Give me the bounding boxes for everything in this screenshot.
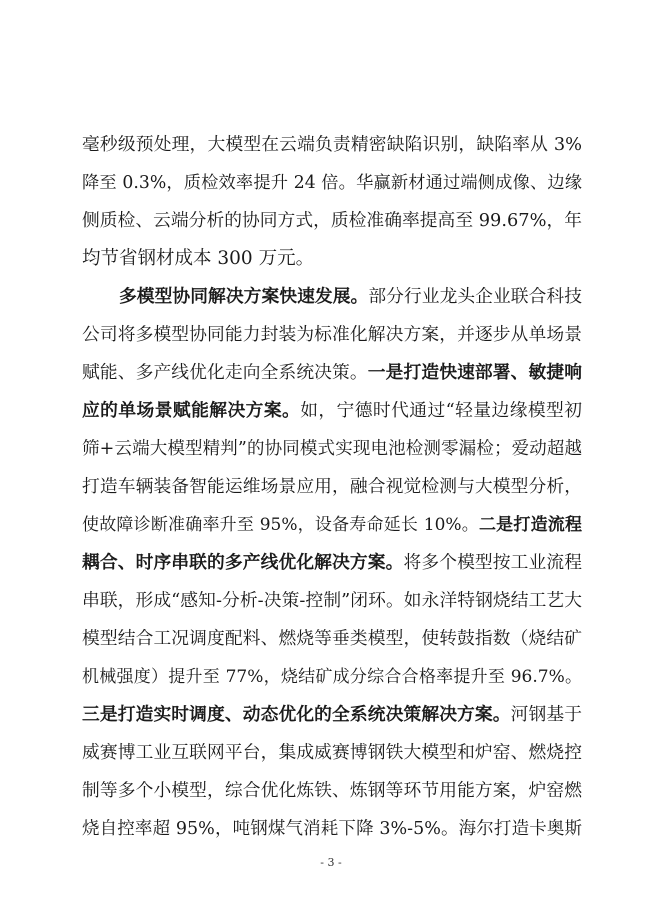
text-line	[82, 658, 582, 696]
text-line	[82, 354, 582, 392]
text-line	[82, 468, 582, 506]
bold-heading-phrase: 二是打造流程	[478, 515, 582, 535]
text-line	[82, 582, 582, 620]
bold-heading-phrase: 耦合、时序串联的多产线优化解决方案。	[82, 552, 404, 573]
text-segment: 机械强度）提升至 77%，烧结矿成分综合合格率提升至 96.7%。	[82, 667, 582, 687]
text-segment: 侧质检、云端分析的协同方式，质检准确率提高至 99.67%，年	[82, 211, 582, 231]
text-segment: 将多个模型按工业流程	[403, 553, 582, 573]
text-line	[82, 772, 582, 810]
bold-heading-phrase: 应的单场景赋能解决方案。	[82, 400, 301, 421]
text-line	[82, 544, 582, 582]
text-segment: 威赛博工业互联网平台，集成威赛博钢铁大模型和炉窑、燃烧控	[82, 743, 582, 763]
text-segment: 制等多个小模型，综合优化炼铁、炼钢等环节用能方案，炉窑燃	[82, 781, 582, 801]
text-line	[82, 506, 582, 544]
paragraph-start-line	[82, 278, 582, 316]
text-line	[82, 734, 582, 772]
text-segment: 模型结合工况调度配料、燃烧等垂类模型，使转鼓指数（烧结矿	[82, 629, 582, 649]
text-line	[82, 620, 582, 658]
text-segment: 赋能、多产线优化走向全系统决策。	[82, 363, 368, 383]
text-line	[82, 164, 582, 202]
body-text	[82, 126, 582, 848]
text-segment: 烧自控率超 95%，吨钢煤气消耗下降 3%-5%。海尔打造卡奥斯	[82, 819, 582, 839]
text-line	[82, 240, 582, 278]
bold-heading-phrase: 多模型协同解决方案快速发展。	[119, 286, 369, 307]
text-segment: 均节省钢材成本 300 万元。	[82, 248, 315, 269]
page-number: - 3 -	[320, 856, 342, 869]
text-segment: 打造车辆装备智能运维场景应用，融合视觉检测与大模型分析，	[82, 477, 582, 497]
text-line	[82, 316, 582, 354]
text-segment: 如，宁德时代通过“轻量边缘模型初	[300, 401, 582, 421]
text-segment: 串联，形成“感知-分析-决策-控制”闭环。如永洋特钢烧结工艺大	[82, 591, 582, 611]
text-segment: 筛+云端大模型精判”的协同模式实现电池检测零漏检；爱动超越	[82, 439, 582, 459]
text-segment: 降至 0.3%，质检效率提升 24 倍。华赢新材通过端侧成像、边缘	[82, 173, 582, 193]
text-segment: 河钢基于	[510, 705, 582, 725]
text-line	[82, 202, 582, 240]
bold-heading-phrase: 一是打造快速部署、敏捷响	[367, 362, 582, 383]
text-line	[82, 696, 582, 734]
text-segment: 部分行业龙头企业联合科技	[368, 287, 582, 307]
text-segment: 使故障诊断准确率升至 95%，设备寿命延长 10%。	[82, 515, 479, 535]
text-segment: 公司将多模型协同能力封装为标准化解决方案，并逐步从单场景	[82, 325, 582, 345]
text-line	[82, 126, 582, 164]
text-line	[82, 392, 582, 430]
text-segment: 毫秒级预处理，大模型在云端负责精密缺陷识别，缺陷率从 3%	[82, 135, 582, 155]
text-line	[82, 810, 582, 848]
text-line	[82, 430, 582, 468]
bold-heading-phrase: 三是打造实时调度、动态优化的全系统决策解决方案。	[82, 704, 511, 725]
